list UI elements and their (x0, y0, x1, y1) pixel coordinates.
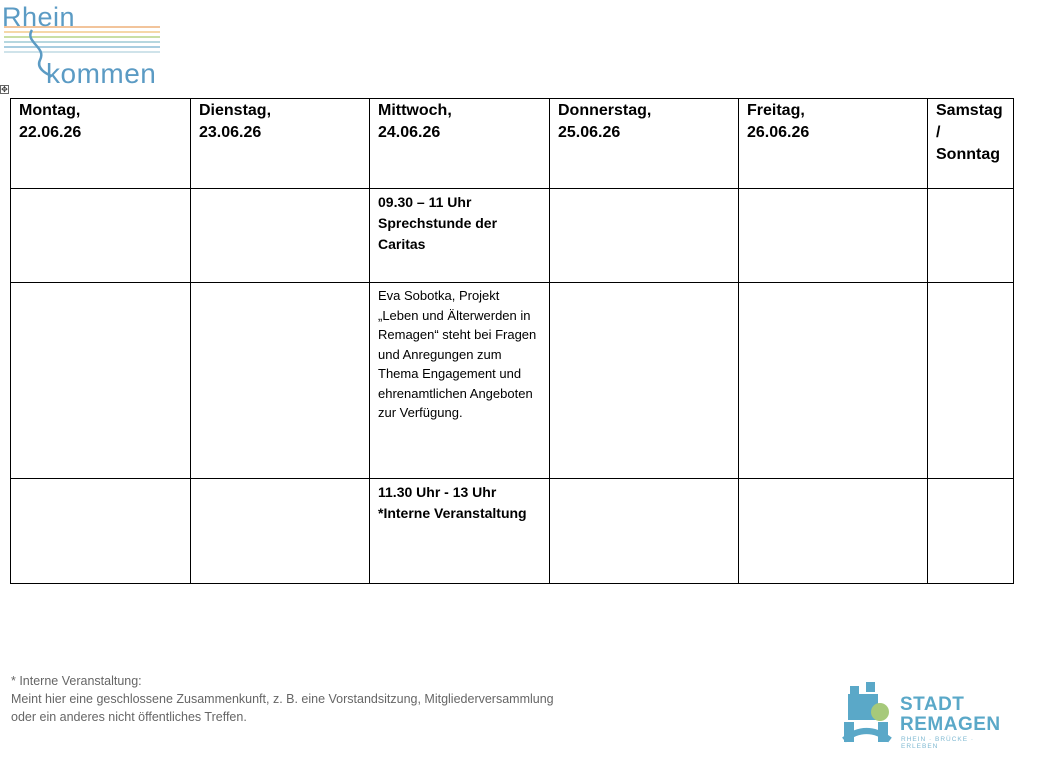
table-row (11, 479, 1014, 584)
footnote-text-line: Meint hier eine geschlossene Zusammenkunft, z. B. eine Vorstandsitzung, Mitgliederversammlung (11, 692, 554, 706)
footnote-heading: * Interne Veranstaltung: (11, 674, 142, 688)
event-time: 09.30 – 11 Uhr (378, 194, 472, 210)
logo-name-stadt: STADT (900, 694, 965, 715)
cell-empty (928, 479, 1014, 584)
cell-empty (550, 283, 739, 479)
header-wednesday: Mittwoch, 24.06.26 (370, 99, 550, 189)
header-thursday: Donnerstag, 25.06.26 (550, 99, 739, 189)
cell-empty (11, 479, 191, 584)
remagen-bridge-icon (842, 678, 898, 748)
stadt-remagen-logo (842, 678, 1012, 748)
cell-empty (11, 283, 191, 479)
cell-empty (928, 189, 1014, 283)
header-weekend: Samstag / Sonntag (928, 99, 1014, 189)
cell-empty (739, 283, 928, 479)
cell-empty (739, 189, 928, 283)
event-time: 11.30 Uhr - 13 Uhr (378, 484, 497, 500)
caritas-event-cell (370, 189, 550, 283)
footnote (11, 672, 631, 726)
logo-tagline: RHEIN · BRÜCKE · ERLEBEN (901, 736, 975, 750)
cell-empty (739, 479, 928, 584)
cell-empty (191, 479, 370, 584)
header-row (11, 99, 1014, 189)
cell-empty (191, 283, 370, 479)
logo-name-remagen: REMAGEN (900, 714, 1001, 735)
cell-empty (11, 189, 191, 283)
footnote-text-line: oder ein anderes nicht öffentliches Treffen. (11, 710, 247, 724)
event-title: Sprechstunde der Caritas (378, 215, 498, 252)
header-friday: Freitag, 26.06.26 (739, 99, 928, 189)
logo-word-rhein: Rhein (2, 2, 76, 32)
internal-event-cell (370, 479, 550, 584)
table-row (11, 283, 1014, 479)
table-row (11, 189, 1014, 283)
weekly-schedule-table (10, 98, 1014, 584)
header-monday: Montag, 22.06.26 (11, 99, 191, 189)
sobotka-info-cell: Eva Sobotka, Projekt „Leben und Älterwerden in Remagen“ steht bei Fragen und Anregungen zum Thema Engagement und ehrenamtlichen Angeboten zur Verfügung. (370, 283, 550, 479)
logo-word-kommen: kommen (46, 58, 157, 89)
table-move-handle-icon[interactable]: ✥ (1, 85, 8, 94)
cell-empty (191, 189, 370, 283)
cell-empty (928, 283, 1014, 479)
cell-empty (550, 479, 739, 584)
cell-empty (550, 189, 739, 283)
header-tuesday: Dienstag, 23.06.26 (191, 99, 370, 189)
rhein-kommen-logo (2, 2, 162, 92)
event-title: *Interne Veranstaltung (378, 505, 527, 521)
